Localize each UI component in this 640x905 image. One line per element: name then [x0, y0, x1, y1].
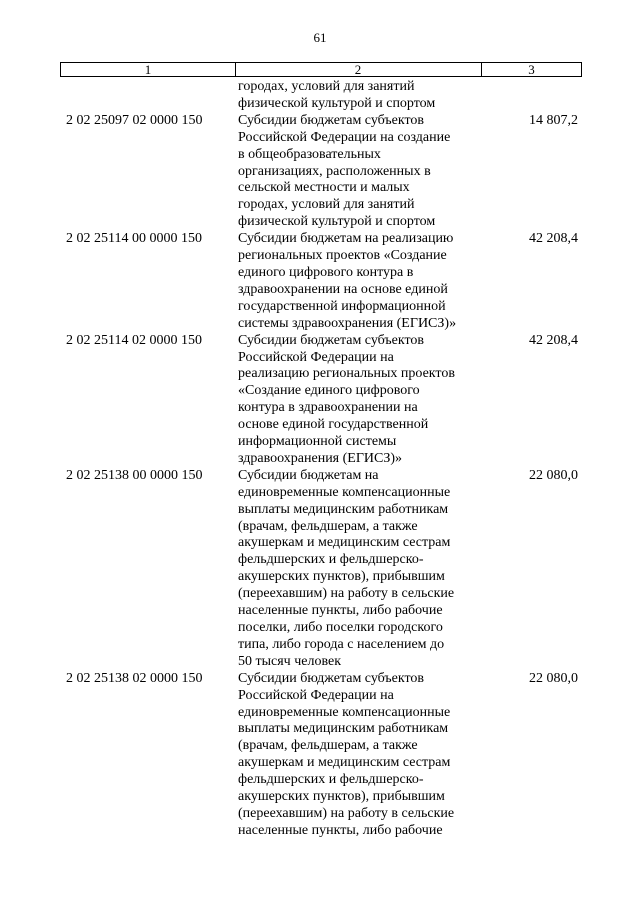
description-line: (переехавшим) на работу в сельские — [238, 586, 455, 602]
description-line: государственной информационной — [238, 298, 446, 314]
page-number: 61 — [313, 30, 327, 45]
description-line: поселки, либо поселки городского — [238, 620, 443, 635]
description-line: основе единой государственной — [238, 417, 429, 433]
description-line: фельдшерских и фельдшерско- — [238, 552, 424, 568]
description-line: фельдшерских и фельдшерско- — [238, 772, 424, 788]
amount: 22 080,0 — [529, 670, 578, 686]
description-line: единовременные компенсационные — [238, 704, 451, 720]
description-line: выплаты медицинским работникам — [238, 721, 449, 737]
description-line: системы здравоохранения (ЕГИСЗ)» — [238, 315, 457, 331]
description-line: населенные пункты, либо рабочие — [238, 603, 443, 619]
description-line: акушеркам и медицинским сестрам — [238, 755, 451, 771]
table-row — [60, 468, 582, 671]
table-row — [60, 113, 582, 231]
budget-code: 2 02 25097 02 0000 150 — [66, 112, 203, 128]
description-line: (врачам, фельдшерам, а также — [238, 518, 418, 534]
table-row — [60, 79, 582, 113]
amount — [484, 79, 582, 113]
description-line: акушерских пунктов), прибывшим — [238, 569, 445, 585]
description-line: акушеркам и медицинским сестрам — [238, 535, 451, 551]
description-line: Субсидии бюджетам субъектов — [238, 332, 425, 348]
description-line: сельской местности и малых — [238, 180, 410, 196]
description-line: Российской Федерации на — [238, 349, 394, 365]
description-line: Субсидии бюджетам субъектов — [238, 112, 425, 128]
description-line: контура в здравоохранении на — [238, 400, 418, 416]
table-row — [60, 231, 582, 332]
description — [234, 113, 484, 231]
description-line: «Создание единого цифрового — [238, 383, 420, 399]
amount: 42 208,4 — [529, 231, 578, 247]
description-line: информационной системы — [238, 434, 397, 450]
description-line: Российской Федерации на — [238, 687, 394, 703]
amount: 22 080,0 — [529, 467, 578, 483]
description-line: населенные пункты, либо рабочие — [238, 822, 443, 838]
amount: 14 807,2 — [529, 112, 578, 128]
description-line: в общеобразовательных — [238, 146, 381, 162]
description-line: акушерских пунктов), прибывшим — [238, 789, 445, 805]
description — [234, 468, 484, 671]
description — [234, 79, 484, 113]
description-line: выплаты медицинским работникам — [238, 501, 449, 517]
table-body — [60, 79, 582, 840]
description-line: Субсидии бюджетам на реализацию — [238, 231, 454, 247]
description-line: типа, либо города с населением до — [238, 636, 445, 652]
description-line: городах, условий для занятий — [238, 79, 415, 94]
description-line: физической культурой и спортом — [238, 95, 436, 111]
budget-code: 2 02 25114 00 0000 150 — [66, 231, 202, 247]
description-line: единовременные компенсационные — [238, 484, 451, 500]
table-header — [60, 62, 582, 77]
column-header-3: 3 — [528, 62, 535, 77]
description-line: городах, условий для занятий — [238, 197, 415, 213]
amount: 42 208,4 — [529, 332, 578, 348]
description-line: 50 тысяч человек — [238, 653, 342, 669]
description-line: единого цифрового контура в — [238, 264, 414, 280]
description-line: физической культурой и спортом — [238, 214, 436, 230]
description-line: организациях, расположенных в — [238, 163, 431, 179]
budget-code: 2 02 25138 02 0000 150 — [66, 670, 203, 686]
budget-code — [60, 79, 234, 113]
description — [234, 231, 484, 332]
description-line: (врачам, фельдшерам, а также — [238, 738, 418, 754]
description-line: (переехавшим) на работу в сельские — [238, 805, 455, 821]
column-header-2: 2 — [235, 63, 482, 76]
description-line: здравоохранении на основе единой — [238, 281, 448, 297]
description-line: Субсидии бюджетам субъектов — [238, 670, 425, 686]
description-line: региональных проектов «Создание — [238, 248, 447, 264]
budget-code: 2 02 25138 00 0000 150 — [66, 467, 203, 483]
description — [234, 671, 484, 840]
description-line: здравоохранения (ЕГИСЗ)» — [238, 450, 403, 466]
description-line: Российской Федерации на создание — [238, 129, 451, 145]
description — [234, 333, 484, 468]
budget-code: 2 02 25114 02 0000 150 — [66, 332, 202, 348]
description-line: реализацию региональных проектов — [238, 366, 455, 382]
column-header-1: 1 — [61, 63, 236, 76]
description-line: Субсидии бюджетам на — [238, 467, 379, 483]
table-row — [60, 333, 582, 468]
table-row — [60, 671, 582, 840]
